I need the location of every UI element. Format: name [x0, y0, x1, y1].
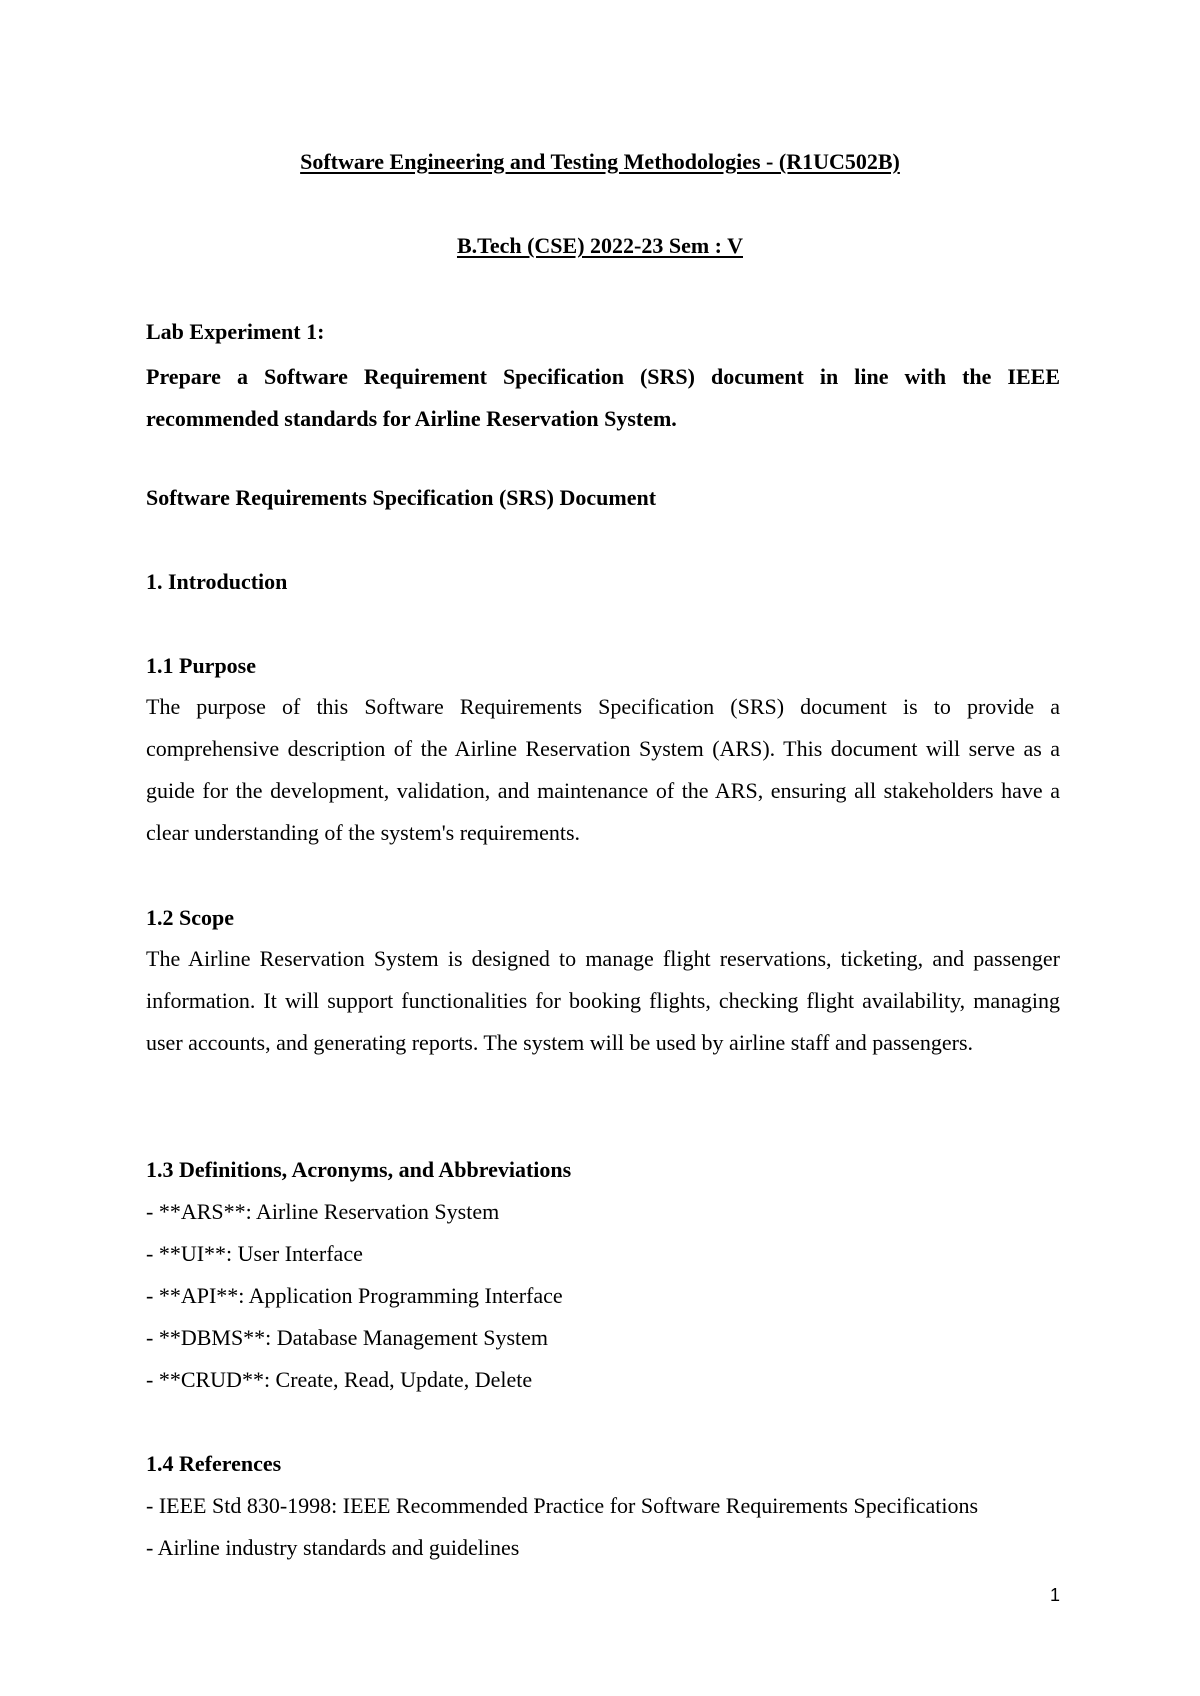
purpose-heading: 1.1 Purpose — [146, 653, 256, 678]
definition-item: - **DBMS**: Database Management System — [146, 1325, 549, 1350]
reference-item: - Airline industry standards and guidelines — [146, 1535, 520, 1560]
definition-item: - **CRUD**: Create, Read, Update, Delete — [146, 1367, 533, 1392]
page-number: 1 — [1049, 1585, 1060, 1605]
definition-item: - **ARS**: Airline Reservation System — [146, 1199, 500, 1224]
reference-item: - IEEE Std 830-1998: IEEE Recommended Practice for Software Requirements Specifications — [146, 1493, 979, 1518]
definition-item: - **API**: Application Programming Interface — [146, 1283, 563, 1308]
introduction-heading: 1. Introduction — [146, 569, 288, 594]
scope-paragraph: The Airline Reservation System is designed to manage flight reservations, ticketing, and passenger information. It will support functionalities for booking flights, checking flight availability, managing user accounts, and generating reports. The system will be used by airline staff and passengers. — [146, 946, 1060, 1055]
experiment-label: Lab Experiment 1: — [146, 319, 325, 344]
course-title: Software Engineering and Testing Methodologies - (R1UC502B) — [300, 149, 900, 174]
program-line: B.Tech (CSE) 2022-23 Sem : V — [456, 233, 743, 258]
definition-item: - **UI**: User Interface — [146, 1241, 363, 1266]
experiment-task: Prepare a Software Requirement Specification (SRS) document in line with the IEEE recommended standards for Airline Reservation System. — [146, 364, 1060, 431]
purpose-paragraph: The purpose of this Software Requirements Specification (SRS) document is to provide a comprehensive description of the Airline Reservation System (ARS). This document will serve as a guide for the development, validation, and maintenance of the ARS, ensuring all stakeholders have a clear understanding of the system's requirements. — [146, 694, 1060, 845]
references-heading: 1.4 References — [146, 1451, 282, 1476]
scope-heading: 1.2 Scope — [146, 905, 234, 930]
document-title: Software Requirements Specification (SRS) Document — [146, 485, 657, 510]
definitions-heading: 1.3 Definitions, Acronyms, and Abbreviations — [146, 1157, 572, 1182]
